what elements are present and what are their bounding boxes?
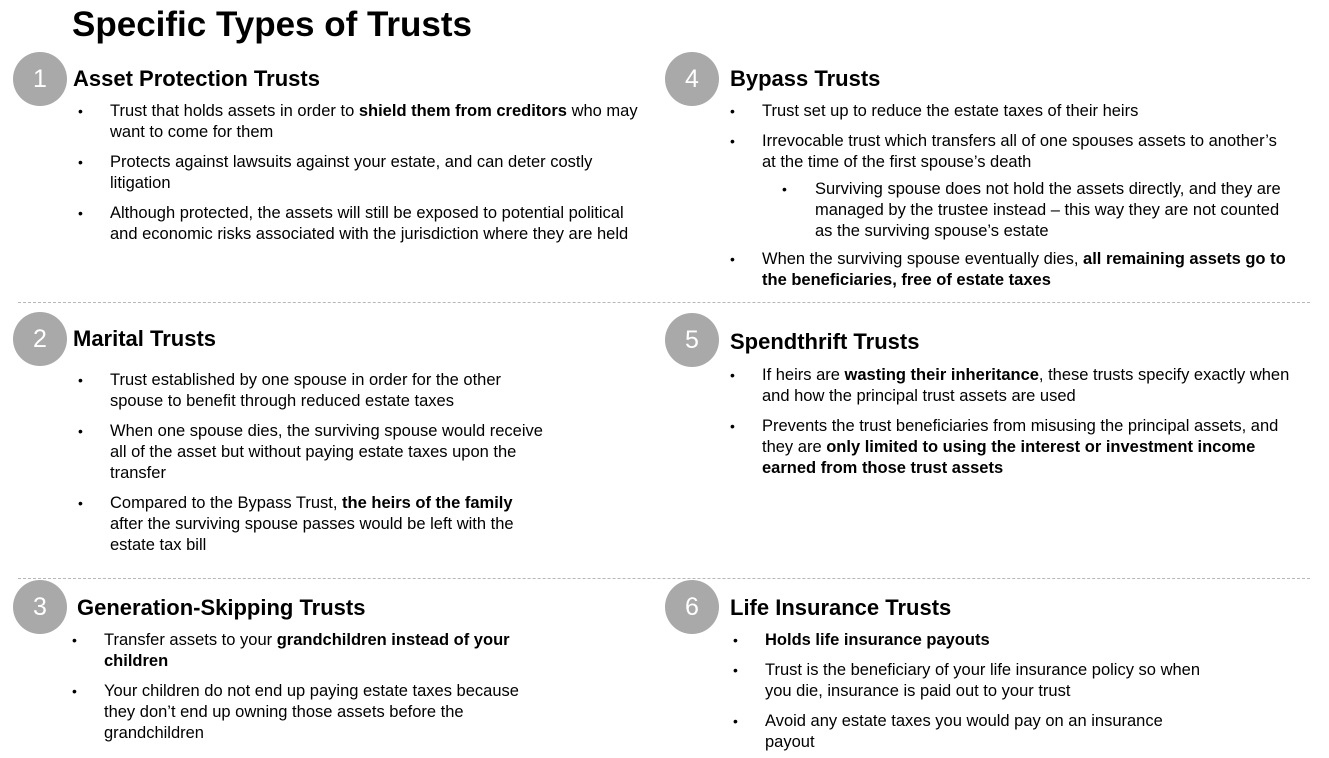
page-title: Specific Types of Trusts xyxy=(72,5,473,44)
bullet-icon: • xyxy=(78,495,83,511)
list-item: • When one spouse dies, the surviving spouse would receive all of the asset but without paying estate taxes upon the transfer xyxy=(78,422,543,482)
section-title: Asset Protection Trusts xyxy=(73,66,320,91)
bullet-icon: • xyxy=(730,133,735,149)
list-item: • Protects against lawsuits against your estate, and can deter costly litigation xyxy=(78,153,593,192)
section-number-badge: 2 xyxy=(13,312,67,366)
bullet-icon: • xyxy=(730,367,735,383)
list-item: • When the surviving spouse eventually dies, all remaining assets go to the beneficiaries, free of estate taxes xyxy=(730,250,1286,289)
list-item: • If heirs are wasting their inheritance, these trusts specify exactly when and how the principal trust assets are used xyxy=(730,366,1290,405)
bullet-list xyxy=(78,101,640,254)
list-item: • Irrevocable trust which transfers all of one spouses assets to another’s at the time of the first spouse’s death xyxy=(730,132,1277,171)
bullet-icon: • xyxy=(733,632,738,648)
section-number-badge: 1 xyxy=(13,52,67,106)
list-item: • Compared to the Bypass Trust, the heirs of the family after the surviving spouse passes would be left with the estate tax bill xyxy=(78,494,514,554)
section-number-badge: 6 xyxy=(665,580,719,634)
bullet-icon: • xyxy=(72,632,77,648)
section-title: Generation-Skipping Trusts xyxy=(77,595,366,620)
divider xyxy=(18,578,1310,579)
bullet-icon: • xyxy=(78,372,83,388)
list-item: • Trust that holds assets in order to shield them from creditors who may want to come for them xyxy=(78,102,638,141)
bullet-list xyxy=(730,365,1290,488)
bullet-list xyxy=(72,630,552,753)
bullet-icon: • xyxy=(78,154,83,170)
list-item: • Avoid any estate taxes you would pay on an insurance payout xyxy=(733,712,1163,751)
bullet-icon: • xyxy=(78,423,83,439)
bullet-icon: • xyxy=(733,662,738,678)
section-number-badge: 5 xyxy=(665,313,719,367)
list-item: • Holds life insurance payouts xyxy=(733,631,990,649)
bullet-icon: • xyxy=(78,205,83,221)
bullet-icon: • xyxy=(730,418,735,434)
list-item: • Trust is the beneficiary of your life insurance policy so when you die, insurance is paid out to your trust xyxy=(733,661,1201,700)
bullet-list xyxy=(78,370,548,565)
list-item: • Although protected, the assets will still be exposed to potential political and economic risks associated with the jurisdiction where they are held xyxy=(78,204,629,243)
bullet-icon: • xyxy=(730,251,735,267)
list-item: • Trust established by one spouse in order for the other spouse to benefit through reduced estate taxes xyxy=(78,371,502,410)
section-title: Spendthrift Trusts xyxy=(730,329,920,354)
section-title: Life Insurance Trusts xyxy=(730,595,952,620)
section-number-badge: 3 xyxy=(13,580,67,634)
bullet-icon: • xyxy=(72,683,77,699)
bullet-list xyxy=(733,630,1203,758)
bullet-icon: • xyxy=(782,181,787,197)
section-number-badge: 4 xyxy=(665,52,719,106)
divider xyxy=(18,302,1310,303)
bullet-icon: • xyxy=(78,103,83,119)
bullet-icon: • xyxy=(730,103,735,119)
section-title: Bypass Trusts xyxy=(730,66,881,91)
list-item: • Surviving spouse does not hold the assets directly, and they are managed by the trustee instead – this way they are not counted as the surviving spouse’s estate xyxy=(782,180,1281,240)
list-item: • Trust set up to reduce the estate taxes of their heirs xyxy=(730,102,1139,120)
bullet-list xyxy=(730,101,1295,300)
list-item: • Your children do not end up paying estate taxes because they don’t end up owning those assets before the grandchildren xyxy=(72,682,519,742)
list-item: • Prevents the trust beneficiaries from misusing the principal assets, and they are only limited to using the interest or investment income earned from those trust assets xyxy=(730,417,1279,477)
list-item: • Transfer assets to your grandchildren instead of your children xyxy=(72,631,510,670)
section-title: Marital Trusts xyxy=(73,326,217,351)
bullet-icon: • xyxy=(733,713,738,729)
